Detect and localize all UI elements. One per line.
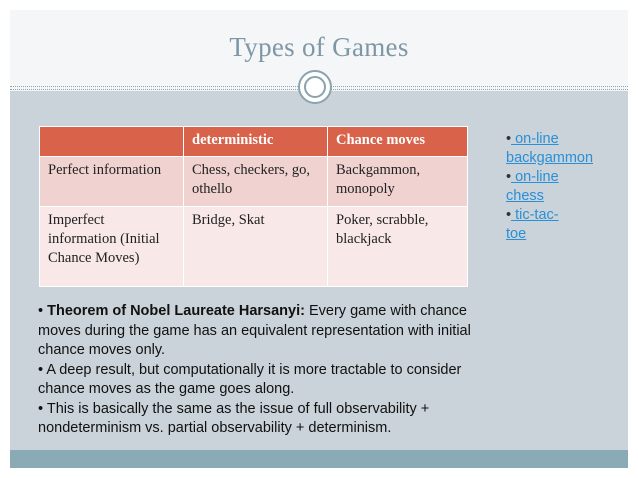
notes-text: [38, 302, 508, 439]
table-header-row: [40, 127, 468, 157]
list-item: [506, 206, 576, 244]
bullet: •: [38, 361, 44, 378]
slide-title: Types of Games: [229, 32, 409, 62]
bullet: •: [506, 169, 512, 185]
header-cell: [40, 127, 184, 157]
list-item: [506, 130, 594, 168]
table-cell: Chess, checkers, go, othello: [184, 157, 328, 207]
note-paragraph: [38, 302, 508, 361]
table-row: [40, 207, 468, 287]
header-cell: Chance moves: [328, 127, 468, 157]
links-list: [506, 130, 594, 244]
ring-inner-icon: [304, 76, 326, 98]
games-table: [39, 126, 468, 287]
header-cell: deterministic: [184, 127, 328, 157]
note-text: Every game with chance moves during the game has an equivalent representation with initial chance moves only.: [38, 303, 471, 358]
bullet: •: [506, 207, 512, 223]
note-bold-lead: Theorem of Nobel Laureate Harsanyi:: [47, 303, 305, 319]
table-cell: Imperfect information (Initial Chance Moves): [40, 207, 184, 287]
bullet: •: [506, 131, 512, 147]
note-text: A deep result, but computationally it is more tractable to consider chance moves as the game goes along.: [38, 361, 462, 397]
table-cell: Perfect information: [40, 157, 184, 207]
list-item: [506, 168, 576, 206]
footer-band: [10, 450, 628, 468]
table-row: [40, 157, 468, 207]
note-text: This is basically the same as the issue of full observability + nondeterminism vs. partial observability + determinism.: [38, 400, 430, 436]
note-paragraph: [38, 361, 508, 400]
bullet: •: [38, 303, 44, 319]
ring-ornament-icon: [298, 70, 332, 104]
link-tic-tac-toe[interactable]: tic-tac-toe: [506, 207, 559, 242]
table-cell: Bridge, Skat: [184, 207, 328, 287]
link-online-backgammon[interactable]: on-line backgammon: [506, 131, 594, 166]
bullet: •: [38, 400, 44, 417]
link-online-chess[interactable]: on-line chess: [506, 169, 559, 204]
table-cell: Backgammon, monopoly: [328, 157, 468, 207]
note-paragraph: [38, 400, 508, 439]
table-cell: Poker, scrabble, blackjack: [328, 207, 468, 287]
